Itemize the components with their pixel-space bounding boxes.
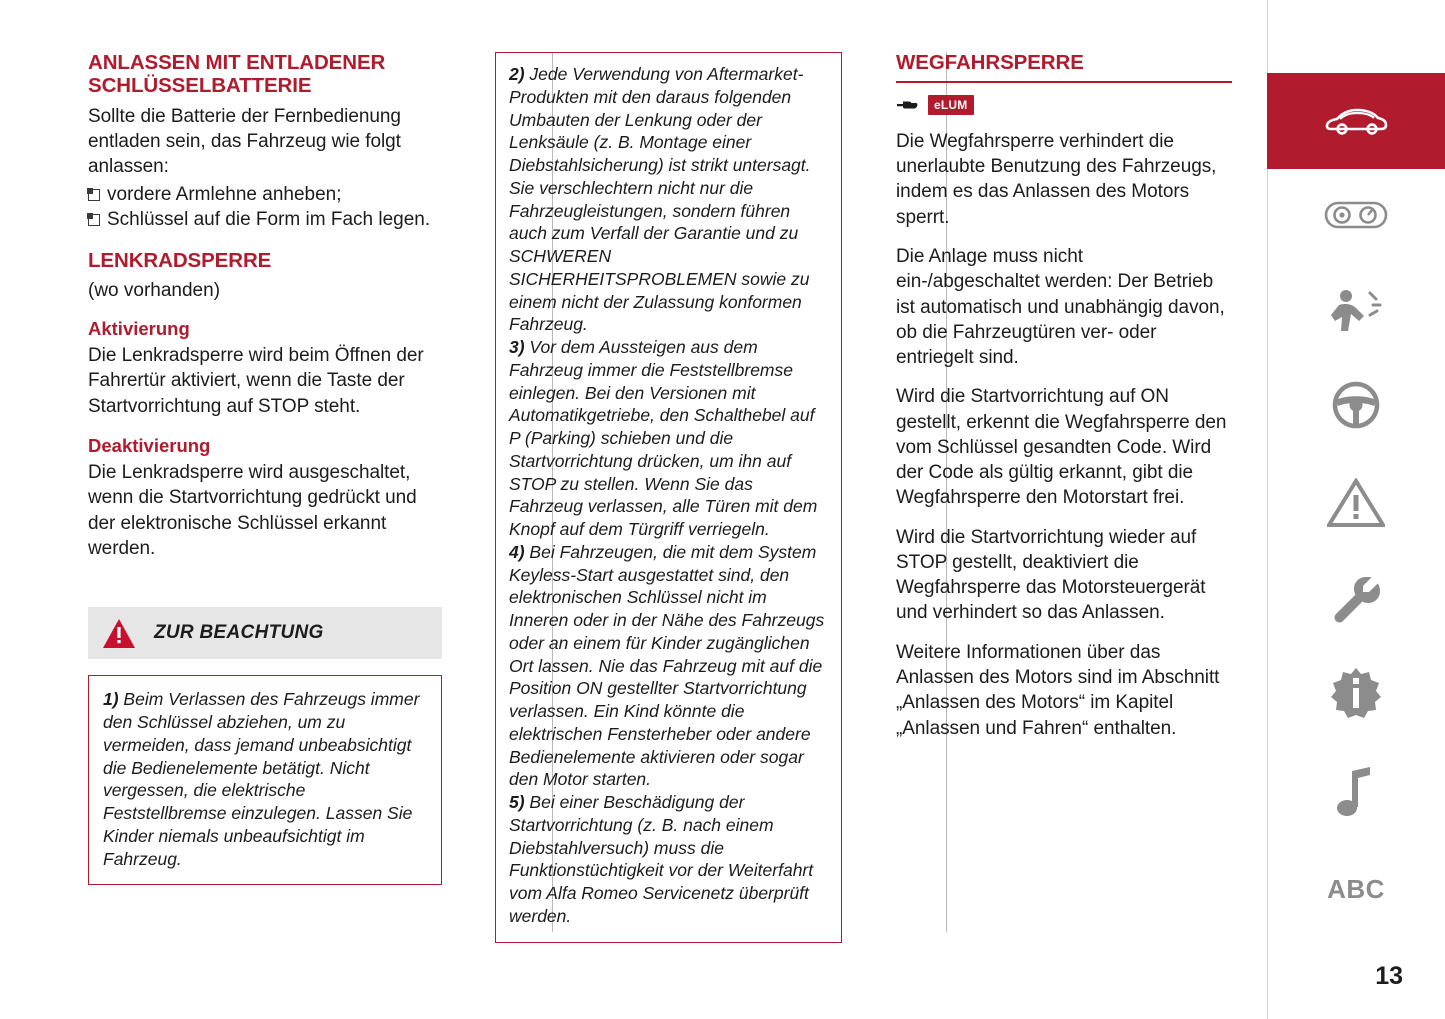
note-3 bbox=[509, 336, 828, 541]
elum-badge: eLUM bbox=[928, 95, 974, 115]
paragraph-wegfahrsperre-5: Weitere Informationen über das Anlassen des Motors sind im Abschnitt „Anlassen des Motors“ im Kapitel „Anlassen und Fahren“ enthalten. bbox=[896, 641, 1220, 739]
page-number: 13 bbox=[1375, 962, 1403, 990]
paragraph-wegfahrsperre-2: Die Anlage muss nicht ein-/abgeschaltet werden: Der Betrieb ist automatisch und unabhängig davon, ob die Fahrzeugtüren ver- oder entriegelt sind. bbox=[896, 246, 1225, 369]
subheading-deaktivierung: Deaktivierung bbox=[88, 434, 211, 456]
sidebar-item-info[interactable] bbox=[1267, 649, 1445, 745]
pointing-hand-icon bbox=[896, 97, 918, 113]
note-5 bbox=[509, 791, 828, 928]
sidebar-item-warning[interactable] bbox=[1267, 457, 1445, 553]
warning-text: Beim Verlassen des Fahrzeugs immer den Schlüssel abziehen, um zu vermeiden, dass jemand unbeabsichtigt die Bedienelemente betätigt. Nicht vergessen, die elektrische Feststellbremse einzulegen. Lassen Sie Kinder niemals unbeaufsichtigt im Fahrzeug. bbox=[103, 689, 420, 869]
column-2 bbox=[468, 52, 868, 942]
page-content bbox=[88, 52, 1258, 942]
heading-lenkradsperre: LENKRADSPERRE bbox=[88, 249, 272, 273]
warning-triangle-icon bbox=[1327, 478, 1385, 533]
sidebar-item-index[interactable] bbox=[1267, 841, 1445, 937]
sidebar-item-safety[interactable] bbox=[1267, 265, 1445, 361]
sidebar-item-service[interactable] bbox=[1267, 553, 1445, 649]
warning-number: 1) bbox=[103, 689, 119, 710]
list-item-label: Schlüssel auf die Form im Fach legen. bbox=[107, 208, 431, 230]
lenkradsperre-note: (wo vorhanden) bbox=[88, 280, 221, 302]
sidebar-item-car[interactable] bbox=[1267, 73, 1445, 169]
paragraph-aktivierung: Die Lenkradsperre wird beim Öffnen der Fahrertür aktiviert, wenn die Taste der Startvorrichtung auf STOP steht. bbox=[88, 345, 424, 417]
note-3-text: Vor dem Aussteigen aus dem Fahrzeug immer die Feststellbremse einlegen. Bei den Versionen mit Automatikgetriebe, den Schalthebel auf P (Parking) schieben und die Startvorrichtung drücken, um ihn auf STOP zu stellen. Wenn Sie das Fahrzeug verlassen, alle Türen mit dem Knopf auf dem Türgriff verriegeln. bbox=[509, 337, 818, 539]
column-3 bbox=[868, 52, 1258, 942]
sidebar-item-multimedia[interactable] bbox=[1267, 745, 1445, 841]
wrench-icon bbox=[1328, 571, 1384, 632]
notes-box bbox=[495, 52, 842, 943]
dashboard-icon bbox=[1323, 196, 1389, 239]
safety-icon bbox=[1326, 287, 1386, 340]
list-item bbox=[88, 207, 442, 232]
list-item bbox=[88, 182, 442, 207]
note-2-text: Jede Verwendung von Aftermarket-Produkten mit den daraus folgenden Umbauten der Lenkung oder der Lenksäule (z. B. Montage einer Diebstahlsicherung) ist strikt untersagt. Sie verschlechtern nicht nur die Fahrzeugleistungen, sondern führen auch zum Verfall der Garantie und zu SCHWEREN SICHERHEITSPROBLEMEN sowie zu einem nicht der Zulassung konformen Fahrzeug. bbox=[509, 64, 811, 335]
square-bullet-icon bbox=[88, 214, 100, 226]
column-1 bbox=[88, 52, 468, 942]
chapter-sidebar bbox=[1267, 0, 1445, 1019]
note-3-number: 3) bbox=[509, 337, 525, 357]
warning-title: ZUR BEACHTUNG bbox=[154, 622, 324, 644]
paragraph-deaktivierung: Die Lenkradsperre wird ausgeschaltet, wenn die Startvorrichtung gedrückt und der elektronische Schlüssel erkannt werden. bbox=[88, 462, 417, 559]
note-2 bbox=[509, 63, 828, 336]
heading-wegfahrsperre: WEGFAHRSPERRE bbox=[896, 52, 1232, 83]
list-item-label: vordere Armlehne anheben; bbox=[107, 183, 342, 205]
abc-icon: ABC bbox=[1327, 873, 1385, 904]
music-note-icon bbox=[1336, 763, 1376, 824]
paragraph-wegfahrsperre-1: Die Wegfahrsperre verhindert die unerlaubte Benutzung des Fahrzeugs, indem es das Anlassen des Motors sperrt. bbox=[896, 130, 1217, 228]
warning-triangle-icon bbox=[102, 618, 136, 649]
warning-paragraph bbox=[103, 688, 427, 870]
note-5-text: Bei einer Beschädigung der Startvorrichtung (z. B. nach einem Diebstahlversuch) muss die Funktionstüchtigkeit vor der Weiterfahrt vom Alfa Romeo Servicenetz überprüft werden. bbox=[509, 792, 814, 926]
note-4-number: 4) bbox=[509, 541, 525, 562]
note-4 bbox=[509, 541, 828, 791]
bullet-list-battery-steps bbox=[88, 182, 442, 233]
sidebar-item-steering[interactable] bbox=[1267, 361, 1445, 457]
square-bullet-icon bbox=[88, 189, 100, 201]
note-5-number: 5) bbox=[509, 792, 525, 812]
info-gear-icon bbox=[1329, 666, 1383, 729]
sidebar-item-dashboard[interactable] bbox=[1267, 169, 1445, 265]
steering-wheel-icon bbox=[1327, 381, 1385, 438]
elum-row bbox=[896, 95, 1232, 115]
subheading-aktivierung: Aktivierung bbox=[88, 317, 190, 339]
note-4-text: Bei Fahrzeugen, die mit dem System Keyless-Start ausgestattet sind, den elektronischen Schlüssel nicht im Inneren oder in der Nähe des Fahrzeugs oder an einem für Kinder zugänglichen Ort lassen. Nie das Fahrzeug mit auf die Position ON gestellter Startvorrichtung verlassen. Ein Kind könnte die elektrischen Fensterheber oder andere Bedienelemente aktivieren oder sogar den Motor starten. bbox=[509, 541, 825, 790]
note-2-number: 2) bbox=[509, 64, 525, 84]
paragraph-battery-intro: Sollte die Batterie der Fernbedienung entladen sein, das Fahrzeug wie folgt anlassen: bbox=[88, 105, 401, 178]
warning-body bbox=[88, 675, 442, 885]
paragraph-wegfahrsperre-4: Wird die Startvorrichtung wieder auf STOP gestellt, deaktiviert die Wegfahrsperre das Motorsteuergerät und verhindert so das Anlassen. bbox=[896, 526, 1206, 624]
heading-anlassen-entladener-batterie: ANLASSEN MIT ENTLADENER SCHLÜSSELBATTERIE bbox=[88, 51, 386, 97]
paragraph-wegfahrsperre-3: Wird die Startvorrichtung auf ON gestellt, erkennt die Wegfahrsperre den vom Schlüssel gesandten Code. Wird der Code als gültig erkannt, gibt die Wegfahrsperre den Motorstart frei. bbox=[896, 386, 1227, 509]
car-icon bbox=[1323, 102, 1389, 141]
warning-header bbox=[88, 607, 442, 659]
